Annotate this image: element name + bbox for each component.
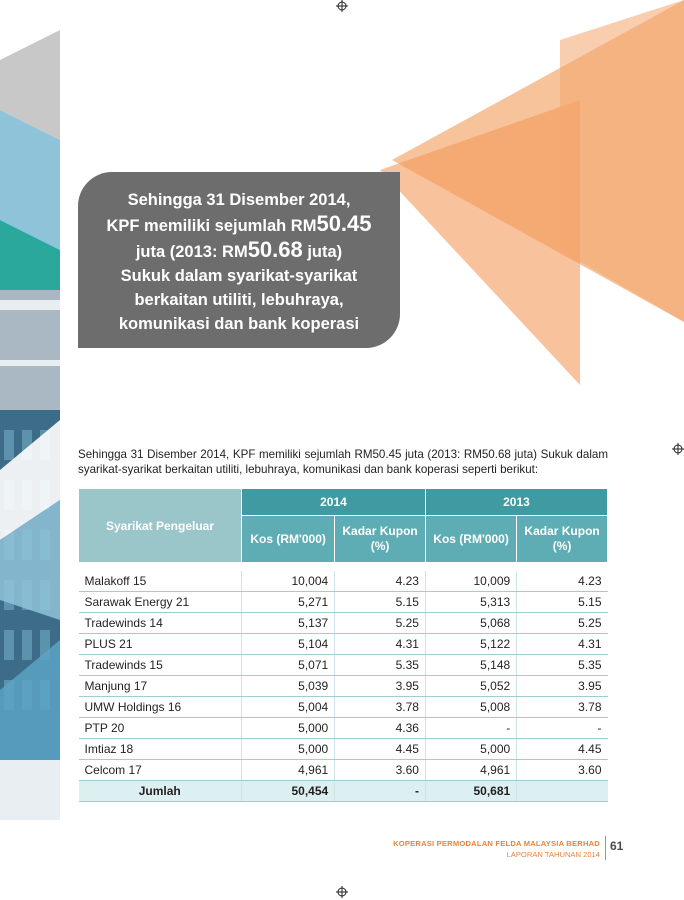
kupon-2013-cell: 5.25: [517, 613, 608, 634]
kos-2013-cell: -: [425, 718, 516, 739]
table-row: [79, 718, 608, 739]
year-2013-header: 2013: [425, 489, 607, 516]
issuer-name-cell: Tradewinds 15: [79, 655, 242, 676]
kos-2014-cell: 5,039: [242, 676, 335, 697]
kos-2014-cell: 4,961: [242, 760, 335, 781]
registration-mark-icon: [336, 886, 348, 898]
issuer-name-cell: Tradewinds 14: [79, 613, 242, 634]
year-2014-header: 2014: [242, 489, 426, 516]
kupon-2014-cell: 4.45: [335, 739, 426, 760]
total-kos-2014-cell: 50,454: [242, 781, 335, 802]
page-number: 61: [610, 839, 624, 853]
kos-2013-cell: 5,122: [425, 634, 516, 655]
kos-2013-header: Kos (RM'000): [425, 516, 516, 563]
callout-line: berkaitan utiliti, lebuhraya,: [134, 291, 344, 309]
callout-line: KPF memiliki sejumlah RM50.45: [106, 211, 372, 236]
kos-2013-cell: 5,008: [425, 697, 516, 718]
kupon-2014-cell: 4.31: [335, 634, 426, 655]
kupon-2013-cell: -: [517, 718, 608, 739]
registration-mark-icon: [672, 443, 684, 455]
kupon-2013-cell: 4.45: [517, 739, 608, 760]
footer-report-title: LAPORAN TAHUNAN 2014: [506, 850, 600, 859]
issuer-name-cell: PLUS 21: [79, 634, 242, 655]
table-row: [79, 634, 608, 655]
kos-2014-cell: 5,137: [242, 613, 335, 634]
table-row: [79, 739, 608, 760]
table-row: [79, 697, 608, 718]
issuer-name-cell: Sarawak Energy 21: [79, 592, 242, 613]
kupon-2014-cell: 3.78: [335, 697, 426, 718]
kos-2013-cell: 5,052: [425, 676, 516, 697]
issuer-name-cell: Imtiaz 18: [79, 739, 242, 760]
total-kos-2013-cell: 50,681: [425, 781, 516, 802]
table-row: [79, 760, 608, 781]
table-row: [79, 592, 608, 613]
kupon-2013-header: Kadar Kupon (%): [517, 516, 608, 563]
kos-2013-cell: 10,009: [425, 571, 516, 592]
table-row: [79, 571, 608, 592]
total-kupon-2014-cell: -: [335, 781, 426, 802]
total-label-cell: Jumlah: [79, 781, 242, 802]
kos-2013-cell: 4,961: [425, 760, 516, 781]
callout-line: Sukuk dalam syarikat-syarikat: [120, 267, 358, 285]
kos-2013-cell: 5,000: [425, 739, 516, 760]
total-kupon-2013-cell: [517, 781, 608, 802]
kos-2014-cell: 5,000: [242, 739, 335, 760]
issuer-name-cell: Malakoff 15: [79, 571, 242, 592]
kupon-2013-cell: 3.60: [517, 760, 608, 781]
table-row: [79, 613, 608, 634]
callout-line: Sehingga 31 Disember 2014,: [127, 191, 351, 209]
kos-2013-cell: 5,313: [425, 592, 516, 613]
kupon-2013-cell: 5.35: [517, 655, 608, 676]
kupon-2014-cell: 3.60: [335, 760, 426, 781]
kupon-2014-cell: 5.15: [335, 592, 426, 613]
kos-2013-cell: 5,148: [425, 655, 516, 676]
intro-paragraph: Sehingga 31 Disember 2014, KPF memiliki sejumlah RM50.45 juta (2013: RM50.68 juta) Sukuk dalam syarikat-syarikat berkaitan utiliti, lebuhraya, komunikasi dan bank koperasi seperti berikut:: [78, 448, 608, 476]
kupon-2014-cell: 4.23: [335, 571, 426, 592]
sukuk-holdings-table: [78, 488, 608, 802]
issuer-name-cell: Celcom 17: [79, 760, 242, 781]
issuer-name-cell: UMW Holdings 16: [79, 697, 242, 718]
kos-2014-cell: 5,000: [242, 718, 335, 739]
kupon-2013-cell: 4.31: [517, 634, 608, 655]
footer-organisation: KOPERASI PERMODALAN FELDA MALAYSIA BERHAD: [393, 839, 600, 848]
kos-2014-cell: 5,271: [242, 592, 335, 613]
table-row: [79, 655, 608, 676]
kos-2014-cell: 5,071: [242, 655, 335, 676]
kupon-2014-cell: 3.95: [335, 676, 426, 697]
page-footer: [393, 839, 600, 859]
kos-2014-cell: 5,004: [242, 697, 335, 718]
issuer-name-cell: Manjung 17: [79, 676, 242, 697]
registration-mark-icon: [336, 0, 348, 12]
footer-divider: [605, 836, 606, 860]
total-row: [79, 781, 608, 802]
kupon-2013-cell: 5.15: [517, 592, 608, 613]
kupon-2013-cell: 4.23: [517, 571, 608, 592]
kos-2013-cell: 5,068: [425, 613, 516, 634]
issuer-name-cell: PTP 20: [79, 718, 242, 739]
table-row: [79, 676, 608, 697]
kupon-2014-header: Kadar Kupon (%): [335, 516, 426, 563]
kupon-2013-cell: 3.95: [517, 676, 608, 697]
kos-2014-header: Kos (RM'000): [242, 516, 335, 563]
kos-2014-cell: 10,004: [242, 571, 335, 592]
callout-line: komunikasi dan bank koperasi: [118, 315, 360, 333]
kupon-2014-cell: 5.35: [335, 655, 426, 676]
kupon-2014-cell: 5.25: [335, 613, 426, 634]
kupon-2013-cell: 3.78: [517, 697, 608, 718]
kos-2014-cell: 5,104: [242, 634, 335, 655]
kupon-2014-cell: 4.36: [335, 718, 426, 739]
callout-line: juta (2013: RM50.68 juta): [135, 237, 343, 262]
highlight-callout: [78, 172, 400, 348]
issuer-column-header: Syarikat Pengeluar: [79, 489, 242, 563]
